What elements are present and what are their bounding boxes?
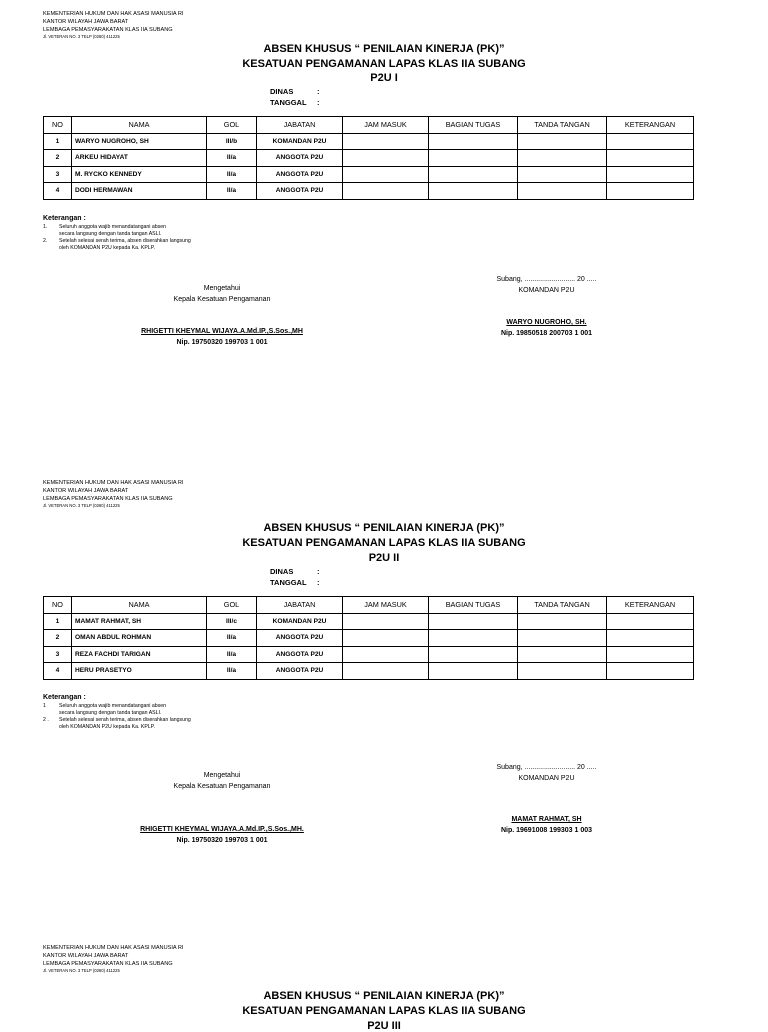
col-header-jabatan: JABATAN	[257, 117, 343, 134]
letterhead	[43, 944, 184, 974]
cell-jabatan: KOMANDAN P2U	[257, 133, 343, 150]
attendance-sheet-p2u-1	[0, 0, 768, 470]
note-number: 1	[43, 703, 46, 709]
roster-table	[43, 116, 694, 200]
cell-jam-masuk[interactable]	[343, 133, 429, 150]
col-header-bagian-tugas: BAGIAN TUGAS	[429, 597, 518, 614]
note-number: 2 .	[43, 717, 49, 723]
form-subtitle: P2U I	[370, 72, 398, 84]
komandan-title: KOMANDAN P2U	[518, 287, 575, 294]
cell-jabatan: ANGGOTA P2U	[257, 630, 343, 647]
col-header-jam-masuk: JAM MASUK	[343, 597, 429, 614]
cell-jabatan: ANGGOTA P2U	[257, 663, 343, 680]
kepala-nip: Nip. 19750320 199703 1 001	[176, 837, 268, 844]
cell-nama: REZA FACHDI TARIGAN	[72, 646, 207, 663]
dinas-field	[270, 567, 320, 576]
tanggal-colon: :	[317, 98, 320, 107]
form-unit-title: KESATUAN PENGAMANAN LAPAS KLAS IIA SUBANG	[242, 58, 526, 70]
table-row	[44, 133, 694, 150]
roster-table	[43, 596, 694, 680]
cell-no: 2	[44, 150, 72, 167]
kepala-name: RHIGETTI KHEYMAL WIJAYA.A.Md.IP.,S.Sos.,MH	[141, 328, 303, 335]
cell-jam-masuk[interactable]	[343, 166, 429, 183]
form-subtitle: P2U II	[368, 552, 400, 564]
notes-block	[43, 694, 191, 731]
cell-keterangan[interactable]	[607, 630, 694, 647]
place-date: Subang, .......................... 20 .....	[496, 764, 597, 771]
cell-nama: HERU PRASETYO	[72, 663, 207, 680]
table-row	[44, 663, 694, 680]
table-row	[44, 613, 694, 630]
attendance-sheet-p2u-3	[0, 934, 768, 1032]
col-header-nama: NAMA	[72, 597, 207, 614]
form-title: ABSEN KHUSUS “ PENILAIAN KINERJA (PK)”	[263, 43, 505, 55]
cell-tanda-tangan[interactable]	[518, 133, 607, 150]
kepala-name-block	[120, 824, 324, 846]
table-header-row	[44, 597, 694, 614]
dinas-colon: :	[317, 87, 320, 96]
cell-nama: ARKEU HIDAYAT	[72, 150, 207, 167]
cell-gol: II/a	[207, 663, 257, 680]
note-text: Setelah selesai serah terima, absen diserahkan langsung	[59, 717, 191, 723]
kepala-title: Kepala Kesatuan Pengamanan	[173, 783, 271, 790]
cell-bagian-tugas[interactable]	[429, 613, 518, 630]
note-item	[43, 238, 191, 245]
cell-no: 4	[44, 183, 72, 200]
komandan-nip: Nip. 19850518 200703 1 001	[500, 330, 593, 337]
col-header-bagian-tugas: BAGIAN TUGAS	[429, 117, 518, 134]
cell-no: 1	[44, 613, 72, 630]
dinas-label: DINAS	[270, 567, 294, 576]
tanggal-field	[270, 578, 320, 587]
komandan-nip: Nip. 19691008 199303 1 003	[500, 827, 593, 834]
cell-bagian-tugas[interactable]	[429, 646, 518, 663]
letterhead-address: Jl. VETERAN NO. 3 TELP (0260) 411225	[43, 34, 120, 39]
col-header-no: NO	[44, 597, 72, 614]
cell-nama: DODI HERMAWAN	[72, 183, 207, 200]
tanggal-field	[270, 98, 320, 107]
mengetahui-label: Mengetahui	[203, 772, 241, 779]
note-text: Seluruh anggota wajib menandatangani absen	[59, 703, 167, 709]
cell-tanda-tangan[interactable]	[518, 630, 607, 647]
kepala-nip: Nip. 19750320 199703 1 001	[176, 339, 268, 346]
note-item	[43, 703, 191, 710]
dinas-field	[270, 87, 320, 96]
cell-tanda-tangan[interactable]	[518, 150, 607, 167]
cell-bagian-tugas[interactable]	[429, 166, 518, 183]
col-header-jam-masuk: JAM MASUK	[343, 117, 429, 134]
note-text: oleh KOMANDAN P2U kepada Ka. KPLP.	[59, 724, 155, 730]
dinas-label: DINAS	[270, 87, 294, 96]
letterhead-address: Jl. VETERAN NO. 3 TELP (0260) 411225	[43, 503, 120, 508]
col-header-nama: NAMA	[72, 117, 207, 134]
cell-keterangan[interactable]	[607, 183, 694, 200]
note-text: Setelah selesai serah terima, absen diserahkan langsung	[59, 238, 191, 244]
cell-jabatan: ANGGOTA P2U	[257, 166, 343, 183]
cell-jabatan: KOMANDAN P2U	[257, 613, 343, 630]
note-text: oleh KOMANDAN P2U kepada Ka. KPLP.	[59, 245, 155, 251]
cell-nama: OMAN ABDUL ROHMAN	[72, 630, 207, 647]
letterhead-address: Jl. VETERAN NO. 3 TELP (0260) 411225	[43, 968, 120, 973]
place-date: Subang, .......................... 20 .....	[496, 276, 597, 283]
cell-jabatan: ANGGOTA P2U	[257, 150, 343, 167]
cell-tanda-tangan[interactable]	[518, 613, 607, 630]
cell-no: 4	[44, 663, 72, 680]
cell-gol: II/a	[207, 646, 257, 663]
letterhead	[43, 479, 184, 509]
letterhead-ministry: KEMENTERIAN HUKUM DAN HAK ASASI MANUSIA RI	[43, 945, 184, 951]
cell-keterangan[interactable]	[607, 646, 694, 663]
tanggal-label: TANGGAL	[270, 98, 307, 107]
cell-nama: M. RYCKO KENNEDY	[72, 166, 207, 183]
letterhead-institution: LEMBAGA PEMASYARAKATAN KLAS IIA SUBANG	[43, 961, 173, 967]
form-title: ABSEN KHUSUS “ PENILAIAN KINERJA (PK)”	[263, 522, 505, 534]
cell-gol: II/a	[207, 630, 257, 647]
note-item-cont	[43, 710, 191, 717]
col-header-gol: GOL	[207, 597, 257, 614]
komandan-name: MAMAT RAHMAT, SH	[511, 816, 582, 823]
letterhead-institution: LEMBAGA PEMASYARAKATAN KLAS IIA SUBANG	[43, 27, 173, 33]
mengetahui-label: Mengetahui	[203, 285, 241, 292]
notes-title: Keterangan :	[43, 694, 86, 701]
tanggal-colon: :	[317, 578, 320, 587]
table-row	[44, 150, 694, 167]
kepala-name: RHIGETTI KHEYMAL WIJAYA.A.Md.IP.,S.Sos.,MH.	[140, 826, 304, 833]
note-item	[43, 224, 191, 231]
komandan-name: WARYO NUGROHO, SH.	[506, 319, 587, 326]
col-header-keterangan: KETERANGAN	[607, 117, 694, 134]
notes-block	[43, 215, 191, 252]
cell-keterangan[interactable]	[607, 613, 694, 630]
notes-title: Keterangan :	[43, 215, 86, 222]
cell-jam-masuk[interactable]	[343, 150, 429, 167]
col-header-no: NO	[44, 117, 72, 134]
table-row	[44, 630, 694, 647]
note-item-cont	[43, 724, 191, 731]
cell-jam-masuk[interactable]	[343, 663, 429, 680]
cell-keterangan[interactable]	[607, 150, 694, 167]
letterhead-regional-office: KANTOR WILAYAH JAWA BARAT	[43, 19, 129, 25]
letterhead-regional-office: KANTOR WILAYAH JAWA BARAT	[43, 488, 129, 494]
note-number: 1.	[43, 224, 48, 230]
col-header-tanda-tangan: TANDA TANGAN	[518, 597, 607, 614]
col-header-tanda-tangan: TANDA TANGAN	[518, 117, 607, 134]
dinas-colon: :	[317, 567, 320, 576]
cell-gol: II/a	[207, 150, 257, 167]
komandan-name-block	[474, 814, 619, 836]
form-title: ABSEN KHUSUS “ PENILAIAN KINERJA (PK)”	[263, 990, 505, 1002]
komandan-signature-block	[474, 274, 619, 296]
komandan-signature-block	[474, 762, 619, 784]
col-header-gol: GOL	[207, 117, 257, 134]
cell-gol: II/a	[207, 183, 257, 200]
cell-bagian-tugas[interactable]	[429, 150, 518, 167]
kepala-signature-block	[120, 770, 324, 792]
note-number: 2.	[43, 238, 48, 244]
cell-bagian-tugas[interactable]	[429, 183, 518, 200]
col-header-keterangan: KETERANGAN	[607, 597, 694, 614]
letterhead-ministry: KEMENTERIAN HUKUM DAN HAK ASASI MANUSIA RI	[43, 11, 184, 17]
cell-nama: WARYO NUGROHO, SH	[72, 133, 207, 150]
kepala-signature-block	[120, 283, 324, 305]
cell-gol: III/c	[207, 613, 257, 630]
cell-bagian-tugas[interactable]	[429, 663, 518, 680]
cell-keterangan[interactable]	[607, 133, 694, 150]
form-unit-title: KESATUAN PENGAMANAN LAPAS KLAS IIA SUBANG	[242, 537, 526, 549]
cell-jabatan: ANGGOTA P2U	[257, 183, 343, 200]
col-header-jabatan: JABATAN	[257, 597, 343, 614]
komandan-name-block	[474, 317, 619, 339]
letterhead-regional-office: KANTOR WILAYAH JAWA BARAT	[43, 953, 129, 959]
table-row	[44, 183, 694, 200]
form-unit-title: KESATUAN PENGAMANAN LAPAS KLAS IIA SUBANG	[242, 1005, 526, 1017]
note-item	[43, 717, 191, 724]
cell-tanda-tangan[interactable]	[518, 646, 607, 663]
note-text: secara langsung dengan tanda tangan ASLI.	[59, 710, 162, 716]
cell-jam-masuk[interactable]	[343, 613, 429, 630]
cell-no: 2	[44, 630, 72, 647]
letterhead	[43, 10, 184, 40]
cell-tanda-tangan[interactable]	[518, 166, 607, 183]
cell-no: 1	[44, 133, 72, 150]
cell-keterangan[interactable]	[607, 663, 694, 680]
table-row	[44, 646, 694, 663]
cell-tanda-tangan[interactable]	[518, 183, 607, 200]
cell-no: 3	[44, 646, 72, 663]
cell-jam-masuk[interactable]	[343, 183, 429, 200]
cell-keterangan[interactable]	[607, 166, 694, 183]
cell-nama: MAMAT RAHMAT, SH	[72, 613, 207, 630]
note-text: secara langsung dengan tanda tangan ASLI.	[59, 231, 162, 237]
cell-jabatan: ANGGOTA P2U	[257, 646, 343, 663]
komandan-title: KOMANDAN P2U	[518, 775, 575, 782]
note-item-cont	[43, 231, 191, 238]
kepala-name-block	[120, 326, 324, 348]
cell-jam-masuk[interactable]	[343, 646, 429, 663]
letterhead-ministry: KEMENTERIAN HUKUM DAN HAK ASASI MANUSIA RI	[43, 480, 184, 486]
table-row	[44, 166, 694, 183]
letterhead-institution: LEMBAGA PEMASYARAKATAN KLAS IIA SUBANG	[43, 496, 173, 502]
form-subtitle: P2U III	[367, 1020, 401, 1032]
cell-bagian-tugas[interactable]	[429, 133, 518, 150]
attendance-sheet-p2u-2	[0, 469, 768, 939]
cell-jam-masuk[interactable]	[343, 630, 429, 647]
cell-tanda-tangan[interactable]	[518, 663, 607, 680]
note-item-cont	[43, 245, 191, 252]
cell-bagian-tugas[interactable]	[429, 630, 518, 647]
kepala-title: Kepala Kesatuan Pengamanan	[173, 296, 271, 303]
note-text: Seluruh anggota wajib menandatangani absen	[59, 224, 167, 230]
cell-gol: II/a	[207, 166, 257, 183]
table-header-row	[44, 117, 694, 134]
cell-gol: III/b	[207, 133, 257, 150]
cell-no: 3	[44, 166, 72, 183]
tanggal-label: TANGGAL	[270, 578, 307, 587]
